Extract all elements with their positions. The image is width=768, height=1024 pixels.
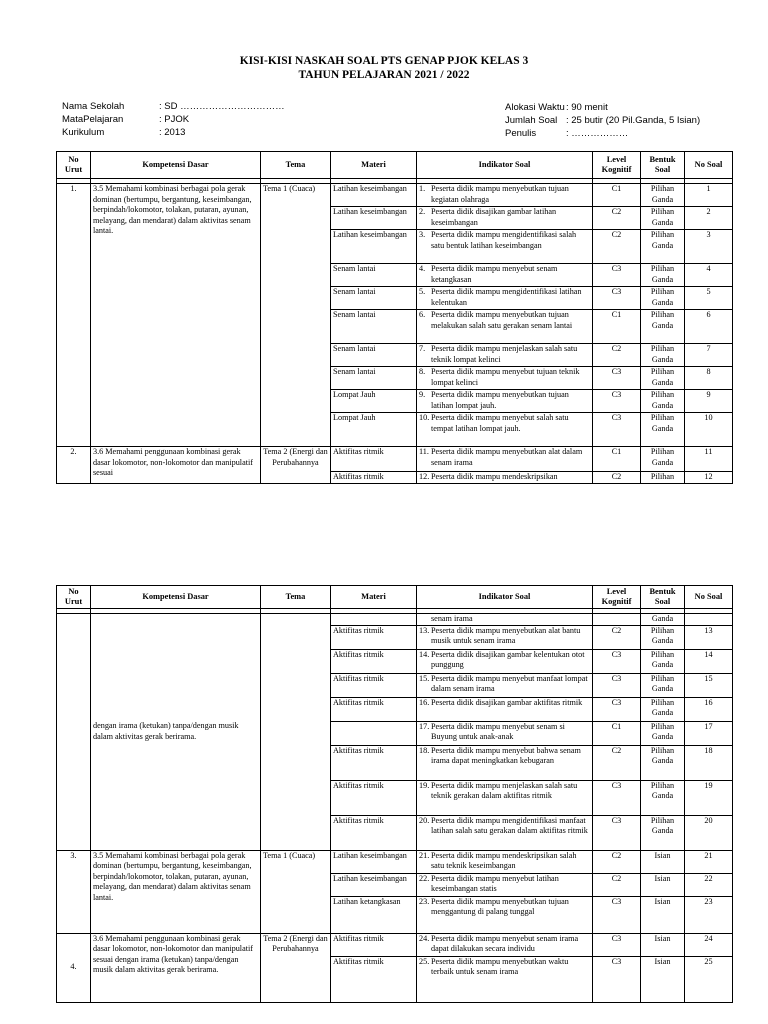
cell-no-soal: 2 [685,207,733,230]
cell-indikator: 6. Peserta didik mampu menyebutkan tujuan melakukan salah satu gerakan senam lantai [417,310,593,344]
cell-indikator: 13. Peserta didik mampu menyebutkan alat bantu musik untuk senam irama [417,625,593,649]
cell-no-soal: 11 [685,447,733,472]
cell-materi: Latihan keseimbangan [331,873,417,896]
cell-materi: Senam lantai [331,344,417,367]
cell-indikator: 7. Peserta didik mampu menjelaskan salah satu teknik lompat kelinci [417,344,593,367]
cell-materi: Senam lantai [331,310,417,344]
cell-bentuk: Isian [641,850,685,873]
cell-kompetensi-dasar: dengan irama (ketukan) tanpa/dengan musik dalam aktivitas gerak berirama. [91,614,261,851]
cell-indikator: 20. Peserta didik mampu mengidentifikasi manfaat latihan salah satu gerakan dalam aktifitas ritmik [417,815,593,850]
cell-level: C1 [593,447,641,472]
cell-level: C2 [593,873,641,896]
cell-bentuk: Pilihan Ganda [641,673,685,697]
cell-bentuk: Pilihan Ganda [641,264,685,287]
table-row [57,933,733,956]
cell-tema: Tema 1 (Cuaca) [261,850,331,933]
info-left [62,100,285,139]
cell-bentuk: Pilihan Ganda [641,344,685,367]
header-bentuk-soal: Bentuk Soal [641,586,685,609]
cell-no-soal: 24 [685,933,733,956]
cell-bentuk: Pilihan [641,472,685,484]
cell-materi: Senam lantai [331,287,417,310]
cell-no-soal: 4 [685,264,733,287]
cell-indikator: 3. Peserta didik mampu mengidentifikasi salah satu bentuk latihan keseimbangan [417,230,593,264]
cell-bentuk: Pilihan Ganda [641,413,685,447]
cell-indikator: 18. Peserta didik mampu menyebut bahwa senam irama dapat meningkatkan kebugaran [417,745,593,780]
header-no-urut: No Urut [57,152,91,179]
cell-no-soal: 23 [685,896,733,933]
cell-no-urut: 2. [57,447,91,484]
cell-materi: Lompat Jauh [331,390,417,413]
table-row [57,447,733,472]
cell-no-soal: 14 [685,649,733,673]
cell-bentuk: Pilihan Ganda [641,780,685,815]
cell-indikator: 22. Peserta didik mampu menyebut latihan keseimbangan statis [417,873,593,896]
cell-kompetensi-dasar: 3.5 Memahami kombinasi berbagai pola gerak dominan (bertumpu, bergantung, keseimbangan, berpindah/lokomotor, tolakan, putaran, ayunan, melayang, dan mendarat) dalam aktivitas senam lantai. [91,850,261,933]
info-mata-pelajaran: MataPelajaran : PJOK [62,114,190,125]
kisi-kisi-table-page-1 [56,151,733,484]
cell-bentuk: Ganda [641,614,685,626]
cell-no-soal: 8 [685,367,733,390]
header-materi: Materi [331,586,417,609]
cell-bentuk: Pilihan Ganda [641,390,685,413]
cell-no-soal: 12 [685,472,733,484]
info-right [505,101,700,140]
cell-bentuk: Pilihan Ganda [641,287,685,310]
cell-level: C2 [593,207,641,230]
cell-indikator: 25. Peserta didik mampu menyebutkan waktu terbaik untuk senam irama [417,956,593,1002]
cell-no-urut [57,614,91,851]
cell-materi: Senam lantai [331,264,417,287]
cell-bentuk: Pilihan Ganda [641,184,685,207]
info-kurikulum: Kurikulum : 2013 [62,127,186,138]
cell-level: C2 [593,745,641,780]
document-title: KISI-KISI NASKAH SOAL PTS GENAP PJOK KELAS 3 [239,55,529,67]
cell-level: C1 [593,184,641,207]
cell-materi: Aktifitas ritmik [331,697,417,721]
info-nama-sekolah: Nama Sekolah : SD …………………………… [62,101,285,112]
cell-level: C2 [593,472,641,484]
cell-no-urut: 3. [57,850,91,933]
cell-materi: Aktifitas ritmik [331,933,417,956]
cell-level [593,614,641,626]
cell-no-soal: 7 [685,344,733,367]
header-level-kognitif: Level Kognitif [593,586,641,609]
cell-level: C1 [593,721,641,745]
header-tema: Tema [261,586,331,609]
cell-bentuk: Pilihan Ganda [641,745,685,780]
cell-no-soal: 21 [685,850,733,873]
header-bentuk-soal: Bentuk Soal [641,152,685,179]
cell-level: C3 [593,264,641,287]
cell-materi: Latihan keseimbangan [331,850,417,873]
cell-level: C3 [593,896,641,933]
cell-level: C3 [593,697,641,721]
cell-no-soal [685,614,733,626]
cell-level: C3 [593,413,641,447]
cell-kompetensi-dasar: 3.6 Memahami penggunaan kombinasi gerak dasar lokomotor, non-lokomotor dan manipulatif sesuai dengan irama (ketukan) tanpa/dengan musik dalam aktivitas gerak berirama. [91,933,261,1002]
cell-no-soal: 3 [685,230,733,264]
cell-bentuk: Pilihan Ganda [641,649,685,673]
cell-indikator: 5. Peserta didik mampu mengidentifikasi latihan kelentukan [417,287,593,310]
cell-indikator: 24. Peserta didik mampu menyebut senam irama dapat dilakukan secara individu [417,933,593,956]
cell-materi: Latihan keseimbangan [331,184,417,207]
cell-kompetensi-dasar: 3.5 Memahami kombinasi berbagai pola gerak dominan (bertumpu, bergantung, keseimbangan, berpindah/lokomotor, tolakan, putaran, ayunan, melayang, dan mendarat) dalam aktivitas senam lantai. [91,184,261,447]
cell-indikator: 2. Peserta didik disajikan gambar latihan keseimbangan [417,207,593,230]
cell-tema: Tema 1 (Cuaca) [261,184,331,447]
cell-level: C1 [593,310,641,344]
cell-no-soal: 6 [685,310,733,344]
cell-bentuk: Pilihan Ganda [641,367,685,390]
table-row [57,184,733,207]
cell-materi [331,614,417,626]
cell-level: C3 [593,956,641,1002]
cell-level: C2 [593,230,641,264]
table-header-row [57,586,733,609]
cell-materi: Aktifitas ritmik [331,956,417,1002]
header-materi: Materi [331,152,417,179]
cell-indikator: 4. Peserta didik mampu menyebut senam ketangkasan [417,264,593,287]
cell-level: C3 [593,673,641,697]
cell-bentuk: Pilihan Ganda [641,697,685,721]
cell-no-soal: 19 [685,780,733,815]
cell-bentuk: Pilihan Ganda [641,230,685,264]
cell-no-urut: 4. [57,933,91,1002]
header-kompetensi-dasar: Kompetensi Dasar [91,152,261,179]
cell-bentuk: Pilihan Ganda [641,447,685,472]
cell-no-soal: 18 [685,745,733,780]
cell-bentuk: Pilihan Ganda [641,625,685,649]
header-indikator-soal: Indikator Soal [417,586,593,609]
cell-indikator: 16. Peserta didik disajikan gambar aktifitas ritmik [417,697,593,721]
cell-level: C3 [593,390,641,413]
cell-level: C2 [593,850,641,873]
kisi-kisi-table-page-2 [56,585,733,1003]
cell-tema [261,614,331,851]
cell-materi: Aktifitas ritmik [331,815,417,850]
cell-indikator: 17. Peserta didik mampu menyebut senam si Buyung untuk anak-anak [417,721,593,745]
cell-materi: Lompat Jauh [331,413,417,447]
cell-indikator: 9. Peserta didik mampu menyebutkan tujuan latihan lompat jauh. [417,390,593,413]
cell-materi: Aktifitas ritmik [331,472,417,484]
cell-indikator: 14. Peserta didik disajikan gambar kelentukan otot punggung [417,649,593,673]
cell-level: C2 [593,625,641,649]
cell-level: C3 [593,815,641,850]
cell-bentuk: Pilihan Ganda [641,207,685,230]
cell-no-soal: 10 [685,413,733,447]
document-subtitle: TAHUN PELAJARAN 2021 / 2022 [298,69,470,81]
header-no-urut: No Urut [57,586,91,609]
cell-bentuk: Pilihan Ganda [641,721,685,745]
cell-no-soal: 5 [685,287,733,310]
cell-indikator: 21. Peserta didik mampu mendeskripsikan salah satu teknik keseimbangan [417,850,593,873]
cell-no-soal: 20 [685,815,733,850]
cell-materi: Aktifitas ritmik [331,625,417,649]
cell-indikator: 15. Peserta didik mampu menyebut manfaat lompat dalam senam irama [417,673,593,697]
info-penulis: Penulis : ……………… [505,128,629,139]
table-row [57,850,733,873]
cell-bentuk: Isian [641,896,685,933]
cell-materi: Aktifitas ritmik [331,673,417,697]
info-jumlah-soal: Jumlah Soal : 25 butir (20 Pil.Ganda, 5 Isian) [505,115,701,126]
cell-bentuk: Pilihan Ganda [641,815,685,850]
cell-no-soal: 9 [685,390,733,413]
cell-tema: Tema 2 (Energi dan Perubahannya [261,447,331,484]
header-tema: Tema [261,152,331,179]
cell-materi: Aktifitas ritmik [331,780,417,815]
cell-no-soal: 1 [685,184,733,207]
header-no-soal: No Soal [685,586,733,609]
cell-materi: Latihan ketangkasan [331,896,417,933]
cell-indikator: 1. Peserta didik mampu menyebutkan tujuan kegiatan olahraga [417,184,593,207]
cell-materi: Aktifitas ritmik [331,649,417,673]
cell-bentuk: Isian [641,873,685,896]
header-kompetensi-dasar: Kompetensi Dasar [91,586,261,609]
cell-no-soal: 17 [685,721,733,745]
cell-indikator: 12. Peserta didik mampu mendeskripsikan [417,472,593,484]
cell-no-soal: 13 [685,625,733,649]
cell-indikator: 8. Peserta didik mampu menyebut tujuan teknik lompat kelinci [417,367,593,390]
cell-indikator: 19. Peserta didik mampu menjelaskan salah satu teknik gerakan dalam aktifitas ritmik [417,780,593,815]
cell-indikator: senam irama [417,614,593,626]
header-level-kognitif: Level Kognitif [593,152,641,179]
cell-level: C2 [593,344,641,367]
cell-no-soal: 16 [685,697,733,721]
cell-no-urut: 1. [57,184,91,447]
cell-kompetensi-dasar: 3.6 Memahami penggunaan kombinasi gerak dasar lokomotor, non-lokomotor dan manipulatif sesuai [91,447,261,484]
cell-tema: Tema 2 (Energi dan Perubahannya [261,933,331,1002]
cell-materi: Senam lantai [331,367,417,390]
table-row [57,614,733,626]
header-indikator-soal: Indikator Soal [417,152,593,179]
cell-indikator: 11. Peserta didik mampu menyebutkan alat dalam senam irama [417,447,593,472]
cell-bentuk: Pilihan Ganda [641,310,685,344]
cell-level: C3 [593,933,641,956]
cell-level: C3 [593,780,641,815]
cell-materi: Latihan keseimbangan [331,207,417,230]
info-alokasi-waktu: Alokasi Waktu: 90 menit [505,102,608,113]
cell-no-soal: 22 [685,873,733,896]
table-header-row [57,152,733,179]
cell-bentuk: Isian [641,956,685,1002]
cell-level: C3 [593,649,641,673]
header-no-soal: No Soal [685,152,733,179]
cell-no-soal: 25 [685,956,733,1002]
cell-indikator: 23. Peserta didik mampu menyebutkan tujuan menggantung di palang tunggal [417,896,593,933]
cell-indikator: 10. Peserta didik mampu menyebut salah satu tempat latihan lompat jauh. [417,413,593,447]
cell-materi: Latihan keseimbangan [331,230,417,264]
cell-materi: Aktifitas ritmik [331,447,417,472]
cell-materi: Aktifitas ritmik [331,745,417,780]
cell-no-soal: 15 [685,673,733,697]
cell-level: C3 [593,287,641,310]
cell-materi [331,721,417,745]
cell-bentuk: Isian [641,933,685,956]
cell-level: C3 [593,367,641,390]
